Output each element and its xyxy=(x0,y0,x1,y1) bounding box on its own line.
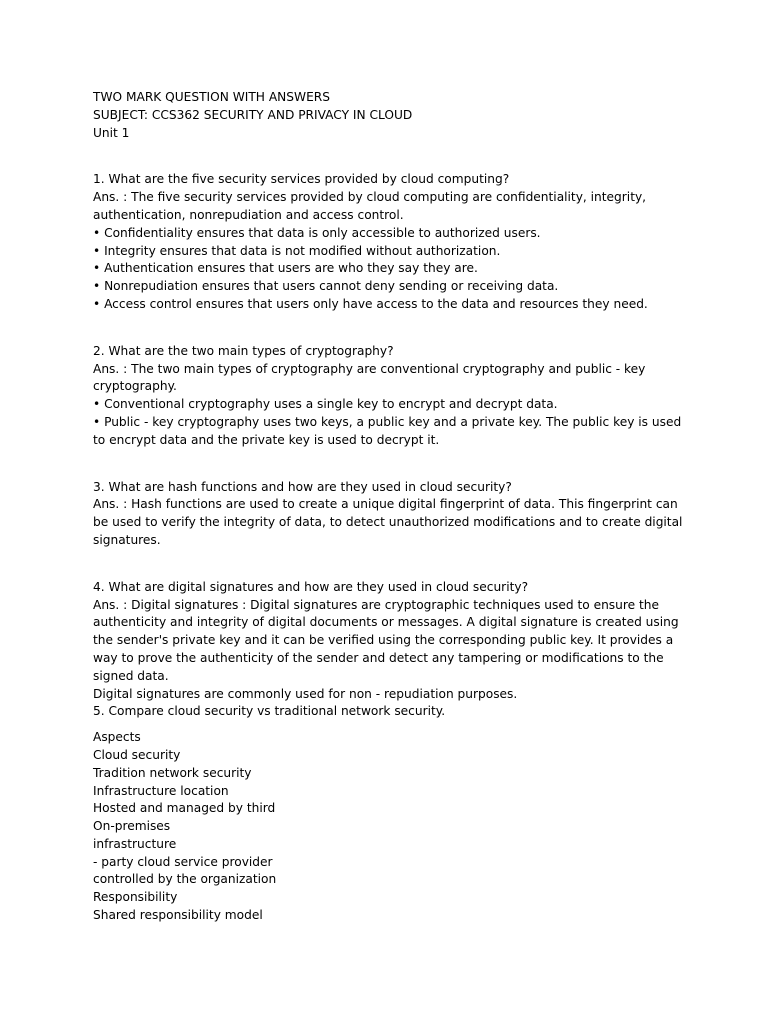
document-body xyxy=(93,89,693,925)
question-2 xyxy=(93,343,693,450)
question-1 xyxy=(93,171,693,313)
comparison-table-lines xyxy=(93,729,693,925)
table-line: Responsibility xyxy=(93,890,178,905)
document-header xyxy=(93,89,693,142)
table-line: - party cloud service provider xyxy=(93,854,273,869)
question-5-text: 5. Compare cloud security vs traditional network security. xyxy=(93,704,446,719)
table-line: Aspects xyxy=(93,730,141,745)
question-4 xyxy=(93,579,693,721)
table-line: Hosted and managed by third xyxy=(93,801,276,816)
table-line: Infrastructure location xyxy=(93,783,229,798)
table-line: On-premises xyxy=(93,819,171,834)
question-1-text: 1. What are the five security services provided by cloud computing? xyxy=(93,172,510,187)
table-line: infrastructure xyxy=(93,836,177,851)
question-2-answer: Ans. : The two main types of cryptography are conventional cryptography and public - key cryptography. xyxy=(93,361,646,394)
question-3 xyxy=(93,479,693,550)
question-1-bullet: • Access control ensures that users only have access to the data and resources they need. xyxy=(93,296,648,311)
question-2-bullet: • Public - key cryptography uses two keys, a public key and a private key. The public key is used to encrypt data and the private key is used to decrypt it. xyxy=(93,414,682,447)
table-line: Cloud security xyxy=(93,747,181,762)
question-4-answer: Ans. : Digital signatures : Digital signatures are cryptographic techniques used to ensure the authenticity and integrity of digital documents or messages. A digital signature is created using the sender's private key and it can be verified using the corresponding public key. It provides a way to prove the authenticity of the sender and detect any tampering or modifications to the signed data. xyxy=(93,597,679,683)
question-4-note: Digital signatures are commonly used for non - repudiation purposes. xyxy=(93,686,518,701)
table-line: Tradition network security xyxy=(93,765,252,780)
question-2-bullet: • Conventional cryptography uses a single key to encrypt and decrypt data. xyxy=(93,397,558,412)
question-1-bullet: • Authentication ensures that users are who they say they are. xyxy=(93,261,478,276)
question-3-answer: Ans. : Hash functions are used to create a unique digital fingerprint of data. This fingerprint can be used to verify the integrity of data, to detect unauthorized modifications and to create digital signatures. xyxy=(93,497,683,547)
question-3-text: 3. What are hash functions and how are they used in cloud security? xyxy=(93,479,512,494)
question-4-text: 4. What are digital signatures and how are they used in cloud security? xyxy=(93,579,529,594)
question-1-answer: Ans. : The five security services provided by cloud computing are confidentiality, integrity, authentication, nonrepudiation and access control. xyxy=(93,190,647,222)
table-line: controlled by the organization xyxy=(93,872,277,887)
question-1-bullet: • Confidentiality ensures that data is only accessible to authorized users. xyxy=(93,225,541,240)
question-1-bullet: • Integrity ensures that data is not modified without authorization. xyxy=(93,243,501,258)
question-1-bullet: • Nonrepudiation ensures that users cannot deny sending or receiving data. xyxy=(93,279,559,294)
document-unit: Unit 1 xyxy=(93,125,130,140)
question-2-text: 2. What are the two main types of cryptography? xyxy=(93,343,394,358)
document-subject: SUBJECT: CCS362 SECURITY AND PRIVACY IN CLOUD xyxy=(93,107,413,122)
table-line: Shared responsibility model xyxy=(93,908,263,923)
document-title: TWO MARK QUESTION WITH ANSWERS xyxy=(93,90,330,104)
